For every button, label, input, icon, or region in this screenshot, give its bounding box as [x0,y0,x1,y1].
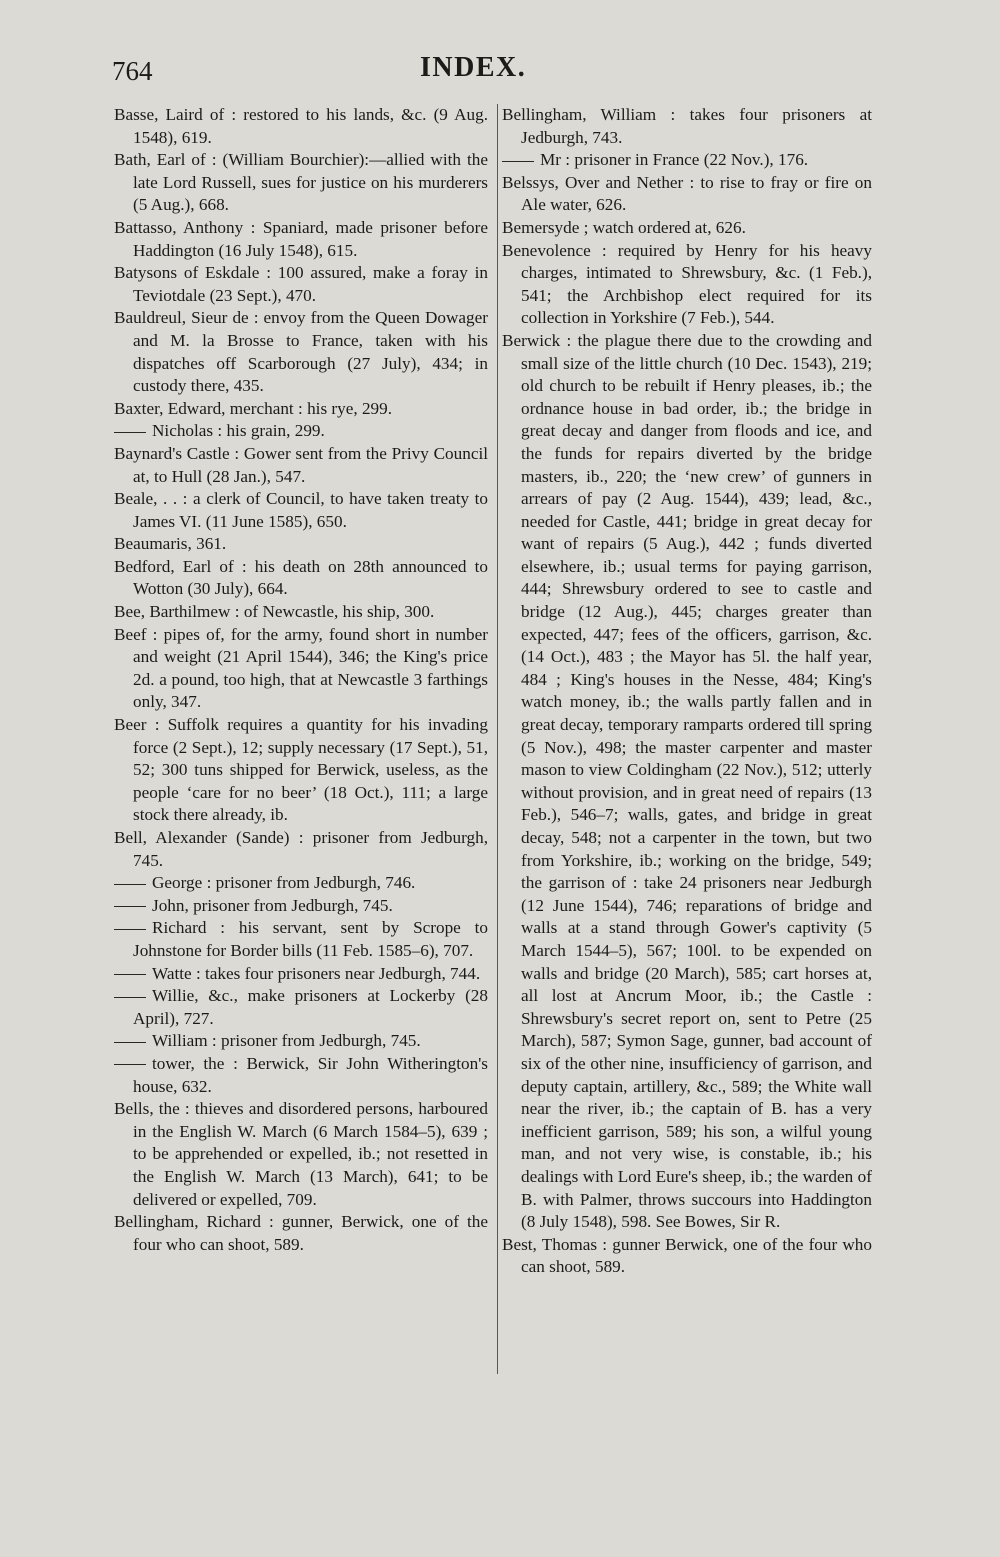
index-entry-text: Battasso, Anthony : Spaniard, made prisoner before Haddington (16 July 1548), 615. [114,217,488,260]
index-entry-text: tower, the : Berwick, Sir John Witherington's house, 632. [133,1053,488,1096]
right-column [502,104,872,1279]
index-entry [114,624,488,714]
index-entry-text: Bemersyde ; watch ordered at, 626. [502,217,746,237]
index-entry-text: Belssys, Over and Nether : to rise to fray or fire on Ale water, 626. [502,172,872,215]
index-entry [114,533,488,556]
left-column [114,104,488,1256]
index-entry [114,1053,488,1098]
index-entry-text: William : prisoner from Jedburgh, 745. [152,1031,421,1051]
ditto-dash [114,1064,146,1065]
index-entry-text: Bell, Alexander (Sande) : prisoner from Jedburgh, 745. [114,828,488,870]
index-entry-text: Berwick : the plague there due to the crowding and small size of the little church (10 Dec. 1543), 219; old church to be rebuilt if Henry pleases, ib.; the ordnance house in bad order, ib.; the bridge in great decay and danger from floods and ice, and the funds for repairs diverted by the bridge masters, ib., 220; the ‘new crew’ of gunners in arrears of pay (2 Aug. 1544), 439; lead, &c., needed for Castle, 441; bridge in great decay for want of repairs (5 Aug.), 442 ; funds diverted elsewhere, ib.; usual terms for paying garrison, 444; Shrewsbury ordered to see to castle and bridge (12 Aug.), 445; charges greater than expected, 447; fees of the officers, garrison, &c. (14 Oct.), 483 ; the Mayor has 5l. the half year, 484 ; King's houses in the Nesse, 484; King's watch money, ib.; the walls partly fallen and in great decay, temporary ramparts ordered till spring (5 Nov.), 498; the master carpenter and master mason to view Coldingham (22 Nov.), 512; utterly without provision, and in great need of repairs (13 Feb.), 546–7; walls, gates, and bridge in great decay, 548; not a carpenter in the town, but two from Yorkshire, ib.; working on the bridge, 549; the garrison of : take 24 prisoners near Jedburgh (12 June 1544), 746; reparations of bridge and walls at a stand through Gower's captivity (5 March 1544–5), 567; 100l. to be expended on walls and bridge (20 March), 585; cart horses at, all lost at Ancrum Moor, ib.; the Castle : Shrewsbury's secret report on, sent to Petre (25 March), 587; Symon Sage, gunner, bad account of six of the other nine, insufficiency of garrison, and deputy captain, artillery, &c., 589; the White wall near the river, ib.; the captain of B. has a very inefficient garrison, 589; his son, a wilful young man, and not very wise, is constable, ib.; his dealings with Lord Eure's sheep, ib.; the warden of B. with Palmer, throws succours into Haddington (8 July 1548), 598. See Bowes, Sir R. [502,330,872,1232]
index-entry [114,827,488,872]
ditto-dash [114,997,146,998]
index-entry [114,963,488,986]
index-entry-text: Bells, the : thieves and disordered persons, harboured in the English W. March (6 March 1584–5), 639 ; to be apprehended or expelled, ib.; not resetted in the English W. March (13 March), 641; to be delivered or expelled, 709. [114,1099,488,1209]
ditto-dash [114,884,146,885]
index-entry [502,172,872,217]
index-entry [114,917,488,962]
index-entry-text: Watte : takes four prisoners near Jedburgh, 744. [152,963,481,983]
index-entry [114,262,488,307]
index-entry-text: Beer : Suffolk requires a quantity for his invading force (2 Sept.), 12; supply necessary (17 Sept.), 51, 52; 300 tuns shipped for Berwick, useless, as the people ‘care for no beer’ (18 Oct.), 111; a large stock there already, ib. [114,715,488,825]
index-entry [114,420,488,443]
index-entry [502,240,872,330]
index-entry-text: Bath, Earl of : (William Bourchier):—allied with the late Lord Russell, sues for justice on his murderers (5 Aug.), 668. [114,150,488,215]
index-entry-text: Benevolence : required by Henry for his heavy charges, intimated to Shrewsbury, &c. (1 Feb.), 541; the Archbishop elect required for its collection in Yorkshire (7 Feb.), 544. [502,240,872,328]
index-entry [502,1234,872,1279]
index-entry [114,895,488,918]
index-entry [114,556,488,601]
page-number: 764 [112,56,153,86]
index-entry [114,1211,488,1256]
index-entry-text: Best, Thomas : gunner Berwick, one of the four who can shoot, 589. [502,1234,872,1277]
ditto-dash [114,1042,146,1043]
index-entry-text: Baxter, Edward, merchant : his rye, 299. [114,398,393,418]
index-entry [114,217,488,262]
index-entry-text: Beef : pipes of, for the army, found short in number and weight (21 April 1544), 346; the King's price 2d. a pound, too high, that at Newcastle 3 farthings only, 347. [114,624,488,712]
ditto-dash [114,974,146,975]
index-entry-text: Beaumaris, 361. [114,534,227,554]
index-entry [114,443,488,488]
index-entry [114,104,488,149]
index-entry-text: John, prisoner from Jedburgh, 745. [152,895,393,915]
index-entry-text: Richard : his servant, sent by Scrope to Johnstone for Border bills (11 Feb. 1585–6), 707. [133,918,488,960]
ditto-dash [114,906,146,907]
index-entry-text: Beale, . . : a clerk of Council, to have taken treaty to James VI. (11 June 1585), 650. [114,489,488,531]
index-entry-text: Bee, Barthilmew : of Newcastle, his ship, 300. [114,602,435,622]
ditto-dash [114,432,146,433]
column-divider [497,104,498,1374]
ditto-dash [502,161,534,162]
index-entry [114,398,488,421]
index-entry-text: Baynard's Castle : Gower sent from the Privy Council at, to Hull (28 Jan.), 547. [114,443,488,486]
index-entry-text: Bellingham, Richard : gunner, Berwick, one of the four who can shoot, 589. [114,1212,488,1254]
index-entry [502,149,872,172]
index-entry-text: Basse, Laird of : restored to his lands, &c. (9 Aug. 1548), 619. [114,105,488,147]
index-entry [502,330,872,1234]
index-entry-text: Bedford, Earl of : his death on 28th announced to Wotton (30 July), 664. [114,556,488,599]
index-entry-text: Willie, &c., make prisoners at Lockerby (28 April), 727. [133,986,488,1028]
index-entry [114,307,488,397]
index-entry [114,985,488,1030]
index-entry-text: Batysons of Eskdale : 100 assured, make a foray in Teviotdale (23 Sept.), 470. [114,263,488,305]
index-entry [114,714,488,827]
index-entry [114,149,488,217]
index-entry-text: Nicholas : his grain, 299. [152,421,325,441]
ditto-dash [114,929,146,930]
index-entry-text: Bauldreul, Sieur de : envoy from the Queen Dowager and M. la Brosse to France, taken with his dispatches off Scarborough (27 July), 434; in custody there, 435. [114,308,488,396]
index-entry-text: George : prisoner from Jedburgh, 746. [152,873,416,893]
index-entry-text: Mr : prisoner in France (22 Nov.), 176. [540,150,809,170]
index-entry [114,601,488,624]
index-entry [114,1030,488,1053]
index-entry-text: Bellingham, William : takes four prisoners at Jedburgh, 743. [502,105,872,147]
index-entry [114,1098,488,1211]
index-entry [114,872,488,895]
index-entry [502,104,872,149]
index-entry [502,217,872,240]
page-title: INDEX. [420,52,527,83]
index-entry [114,488,488,533]
